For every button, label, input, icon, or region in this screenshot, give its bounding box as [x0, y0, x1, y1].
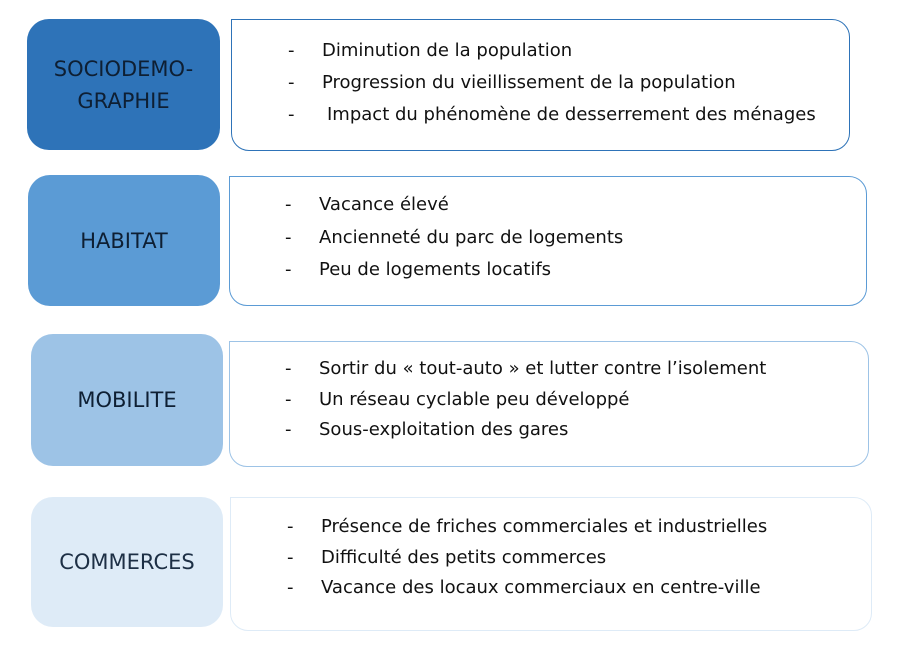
bullet-marker: - — [288, 40, 295, 61]
category-commerces — [31, 497, 223, 627]
panel-habitat — [229, 176, 867, 306]
bullet-marker: - — [285, 259, 292, 280]
panel-commerces — [230, 497, 872, 631]
bullet-text: Ancienneté du parc de logements — [319, 226, 624, 248]
bullet-text: Sous-exploitation des gares — [319, 419, 569, 440]
bullet-text: Vacance élevé — [319, 194, 449, 215]
category-sociodemographie — [27, 19, 220, 150]
bullet-text: Vacance des locaux commerciaux en centre-ville — [321, 577, 761, 598]
bullet-text: Diminution de la population — [322, 40, 573, 61]
bullet-list — [285, 354, 767, 446]
bullet-marker: - — [285, 358, 292, 379]
bullet-text: Difficulté des petits commerces — [321, 546, 607, 568]
bullet-text: Impact du phénomène de desserrement des ménages — [327, 104, 816, 125]
bullet-item — [287, 573, 767, 604]
bullet-marker: - — [287, 577, 294, 598]
bullet-item — [285, 189, 623, 222]
category-label: HABITAT — [80, 228, 168, 253]
panel-mobilite — [229, 341, 869, 467]
bullet-item — [288, 99, 816, 131]
bullet-marker: - — [288, 104, 295, 125]
bullet-text: Présence de friches commerciales et industrielles — [321, 516, 768, 537]
bullet-item — [288, 35, 811, 67]
bullet-marker: - — [285, 194, 292, 215]
bullet-item — [287, 543, 767, 574]
bullet-marker: - — [288, 72, 295, 93]
bullet-list — [285, 189, 624, 287]
bullet-marker: - — [285, 419, 292, 440]
bullet-list — [288, 35, 816, 131]
category-label: SOCIODEMO- GRAPHIE — [53, 56, 194, 113]
bullet-item — [288, 67, 811, 99]
bullet-text: Sortir du « tout-auto » et lutter contre l’isolement — [319, 358, 767, 379]
bullet-marker: - — [287, 516, 294, 537]
bullet-text: Un réseau cyclable peu développé — [319, 388, 630, 410]
bullet-list — [287, 512, 768, 604]
category-label: MOBILITE — [77, 388, 177, 412]
bullet-marker: - — [285, 388, 292, 410]
bullet-item — [285, 222, 624, 255]
bullet-item — [285, 385, 766, 416]
bullet-item — [287, 512, 768, 543]
bullet-marker: - — [285, 226, 292, 248]
category-habitat — [28, 175, 220, 306]
bullet-text: Peu de logements locatifs — [319, 259, 552, 280]
bullet-item — [285, 354, 767, 385]
category-mobilite — [31, 334, 223, 466]
bullet-item — [285, 415, 766, 446]
bullet-item — [285, 254, 623, 287]
bullet-marker: - — [287, 546, 294, 568]
category-label: COMMERCES — [59, 550, 195, 574]
bullet-text: Progression du vieillissement de la population — [322, 72, 736, 93]
panel-sociodemographie — [231, 19, 850, 151]
